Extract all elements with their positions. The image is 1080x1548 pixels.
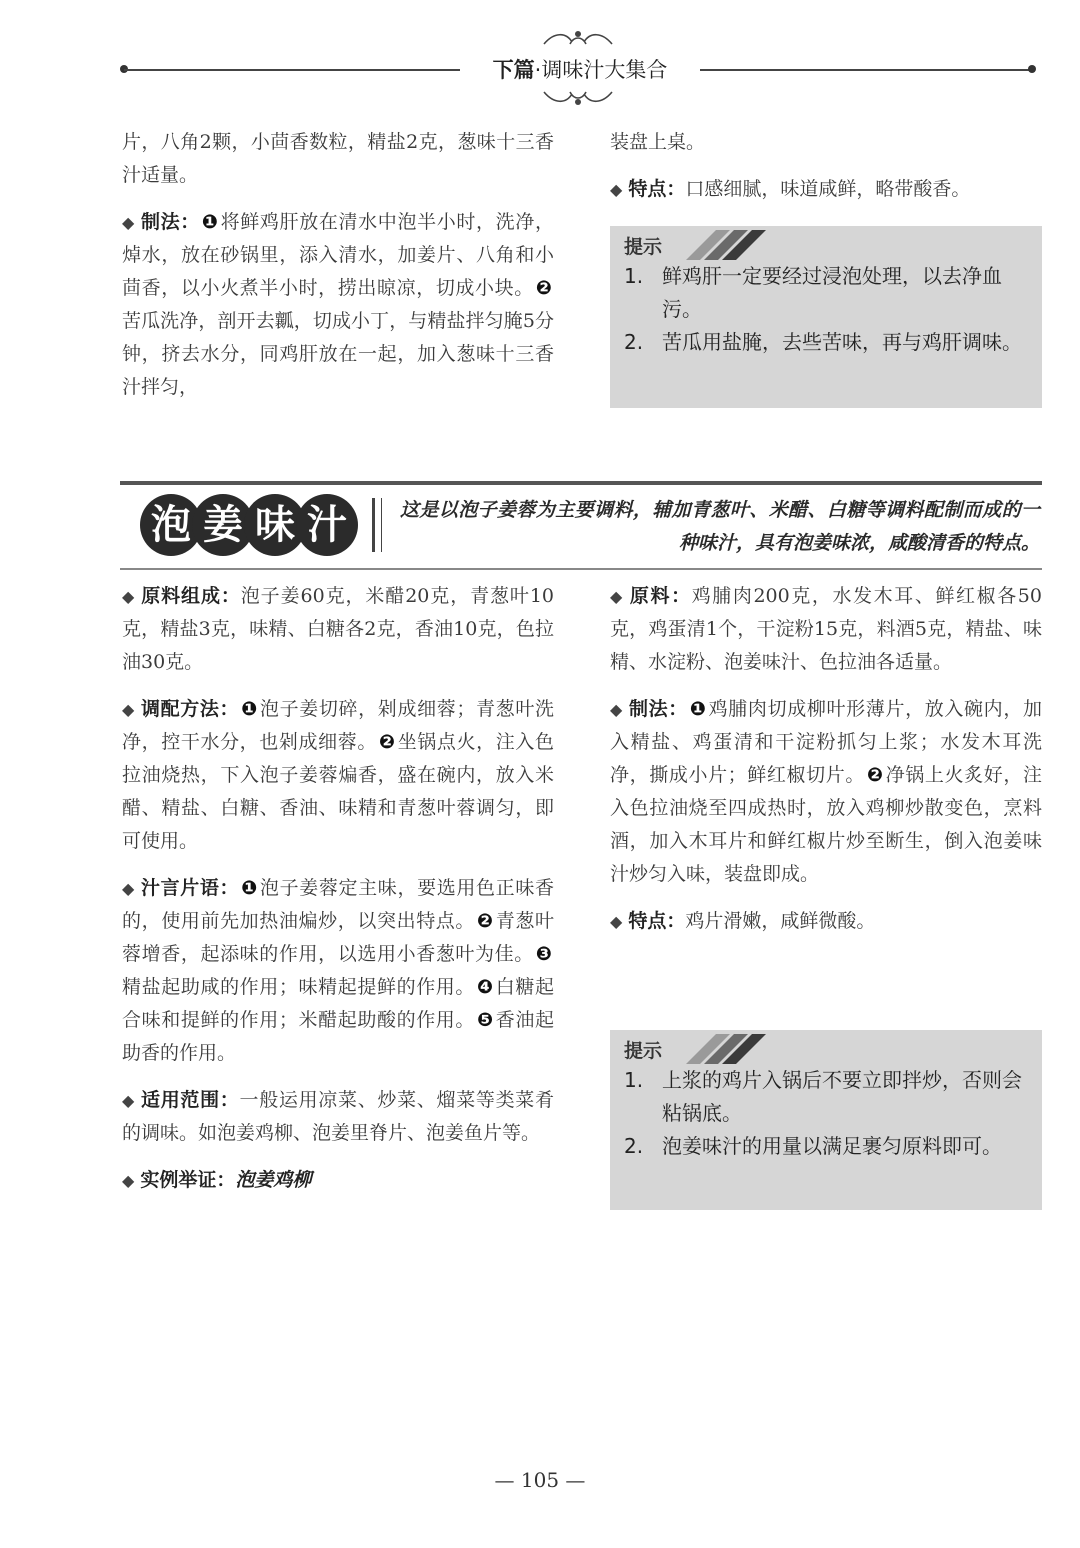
notes-paragraph: ◆ 汁言片语： ❶ 泡子姜蓉定主味，要选用色正味香的，使用前先加热油煸炒，以突出特点。 ❷ 青葱叶蓉增香，起添味的作用，以选用小香葱叶为佳。 ❸精盐起助咸的作用；味精起提鲜的作用。 ❹ 白糖起合味和提鲜的作用；米醋起助酸的作用。 ❺ 香油起助香的作用。 — [122, 877, 554, 1064]
method-paragraph: ◆ 制法： ❶ 将鲜鸡肝放在清水中泡半小时，洗净，焯水，放在砂锅里，添入清水，加姜片、八角和小茴香，以小火煮半小时，捞出晾凉，切成小块。 ❷苦瓜洗净，剖开去瓤，切成小丁，与精盐拌匀腌5分钟，挤去水分，同鸡肝放在一起，加入葱味十三香汁拌匀， — [122, 211, 554, 398]
tip-list — [624, 1064, 1028, 1163]
continuation-text: 片，八角2颗，小茴香数粒，精盐2克，葱味十三香汁适量。 — [122, 131, 554, 186]
tip-item: 1. 鲜鸡肝一定要经过浸泡处理，以去净血污。 — [624, 264, 1002, 321]
method-label: 制法： — [628, 698, 688, 720]
step-number-3-icon: ❸ — [535, 943, 552, 965]
section-title-badge — [140, 494, 360, 556]
bullet-icon: ◆ — [122, 1091, 136, 1110]
lower-left-column — [122, 580, 554, 1211]
feature-label: 特点： — [628, 910, 686, 932]
title-char: 汁 — [296, 494, 358, 556]
step-number-2-icon: ❷ — [866, 764, 884, 786]
top-left-column — [122, 126, 554, 418]
step-number-1-icon: ❶ — [689, 698, 707, 720]
step-number-1-icon: ❶ — [241, 698, 258, 720]
section-rule-bottom — [120, 568, 1042, 570]
method-label: 制法： — [140, 211, 200, 233]
example-label: 实例举证： — [140, 1169, 236, 1191]
bullet-icon: ◆ — [610, 180, 623, 199]
prep-paragraph: ◆ 调配方法： ❶ 泡子姜切碎，剁成细蓉；青葱叶洗净，控干水分，也剁成细蓉。 ❷ 坐锅点火，注入色拉油烧热，下入泡子姜蓉煸香，盛在碗内，放入米醋、精盐、白糖、香油、味精和青葱叶蓉调匀，即可使用。 — [122, 698, 554, 852]
header-rule-right — [700, 69, 1030, 71]
step-number-1-icon: ❶ — [241, 877, 258, 899]
feature-paragraph: ◆ 特点：口感细腻，味道咸鲜，略带酸香。 — [610, 178, 971, 200]
section-separator — [372, 498, 382, 552]
title-char: 泡 — [140, 494, 202, 556]
header-rule-left — [124, 69, 460, 71]
bullet-icon: ◆ — [610, 700, 623, 719]
tip-stripe-decoration — [686, 1034, 766, 1064]
tip-box-bottom — [610, 1030, 1042, 1210]
header-dot-right — [1028, 65, 1036, 73]
prep-label: 调配方法： — [140, 698, 240, 720]
page-number: — 105 — — [494, 1468, 586, 1492]
bullet-icon: ◆ — [122, 213, 135, 232]
step-number-2-icon: ❷ — [535, 277, 552, 299]
header-title: 下篇·调味汁大集合 — [492, 58, 668, 82]
running-header — [120, 28, 1036, 108]
tip-title: 提示 — [624, 1040, 663, 1062]
method-paragraph: ◆ 制法： ❶ 鸡脯肉切成柳叶形薄片，放入碗内，加入精盐、鸡蛋清和干淀粉抓匀上浆；水发木耳洗净，撕成小片；鲜红椒切片。 ❷ 净锅上火炙好，注入色拉油烧至四成热时，放入鸡柳炒散变色，烹料酒，加入木耳片和鲜红椒片炒至断生，倒入泡姜味汁炒匀入味，装盘即成。 — [610, 698, 1042, 885]
step-number-4-icon: ❹ — [477, 976, 494, 998]
materials-label: 原料： — [629, 585, 692, 607]
title-char: 姜 — [192, 494, 254, 556]
tip-title: 提示 — [624, 236, 663, 258]
materials-paragraph: ◆ 原料：鸡脯肉200克，水发木耳、鲜红椒各50克，鸡蛋清1个，干淀粉15克，料酒5克，精盐、味精、水淀粉、泡姜味汁、色拉油各适量。 — [610, 585, 1042, 673]
tip-box-top — [610, 226, 1042, 408]
ingredients-label: 原料组成： — [141, 585, 241, 607]
step-number-2-icon: ❷ — [378, 731, 396, 753]
flourish-ornament-top — [540, 28, 616, 50]
bullet-icon: ◆ — [122, 879, 135, 898]
section-rule-top — [120, 481, 1042, 485]
lower-right-column — [610, 580, 1042, 952]
step-number-5-icon: ❺ — [477, 1009, 494, 1031]
feature-paragraph: ◆ 特点：鸡片滑嫩，咸鲜微酸。 — [610, 910, 876, 932]
bullet-icon: ◆ — [610, 587, 624, 606]
example-paragraph — [122, 1164, 554, 1197]
step-number-1-icon: ❶ — [201, 211, 219, 233]
scope-label: 适用范围： — [141, 1089, 240, 1111]
flourish-ornament-bottom — [540, 86, 616, 108]
example-dish-name: 泡姜鸡柳 — [235, 1169, 312, 1191]
tip-stripe-decoration — [686, 230, 766, 260]
bullet-icon: ◆ — [122, 1171, 135, 1190]
tip-item: 2. 泡姜味汁的用量以满足裹匀原料即可。 — [624, 1134, 1002, 1158]
feature-label: 特点： — [628, 178, 686, 200]
scope-paragraph: ◆ 适用范围：一般运用凉菜、炒菜、熘菜等类菜肴的调味。如泡姜鸡柳、泡姜里脊片、泡姜鱼片等。 — [122, 1089, 554, 1144]
section-description: 这是以泡子姜蓉为主要调料，辅加青葱叶、米醋、白糖等调料配制而成的一种味汁，具有泡姜味浓，咸酸清香的特点。 — [400, 499, 1040, 554]
notes-label: 汁言片语： — [140, 877, 240, 899]
top-right-column — [610, 126, 1042, 220]
bullet-icon: ◆ — [610, 912, 623, 931]
bullet-icon: ◆ — [122, 587, 136, 606]
ingredients-paragraph: ◆ 原料组成：泡子姜60克，米醋20克，青葱叶10克，精盐3克，味精、白糖各2克，香油10克，色拉油30克。 — [122, 585, 554, 673]
tip-list — [624, 260, 1028, 359]
tip-item: 2. 苦瓜用盐腌，去些苦味，再与鸡肝调味。 — [624, 330, 1022, 354]
tip-item: 1. 上浆的鸡片入锅后不要立即拌炒，否则会粘锅底。 — [624, 1068, 1022, 1125]
continuation-text: 装盘上桌。 — [610, 131, 706, 153]
title-char: 味 — [244, 494, 306, 556]
step-number-2-icon: ❷ — [477, 910, 494, 932]
bullet-icon: ◆ — [122, 700, 135, 719]
